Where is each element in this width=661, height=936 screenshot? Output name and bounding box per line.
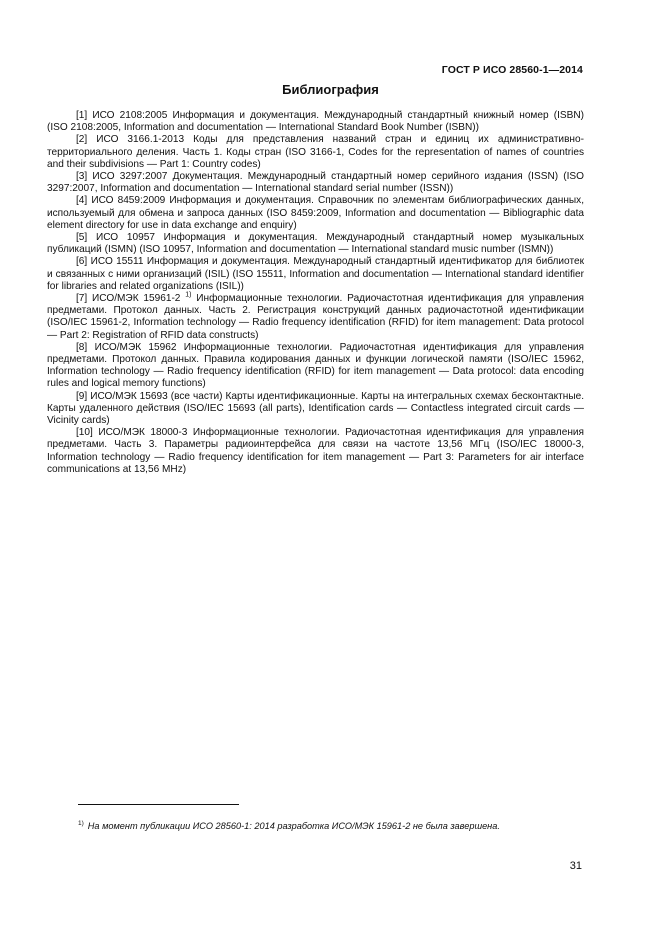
page-number: 31 bbox=[569, 860, 582, 872]
entry-text: ИСО 3297:2007 Документация. Международный стандартный номер серийного издания (ISSN) (ISO 3297:2007, Information and documentation — International standard serial number (ISSN)) bbox=[47, 171, 584, 195]
bibliography-entry bbox=[47, 427, 584, 476]
bibliography-entry bbox=[47, 342, 584, 391]
footnote-separator-line bbox=[78, 804, 239, 805]
bibliography-entry bbox=[47, 232, 584, 256]
entry-text: ИСО 10957 Информация и документация. Международный стандартный номер музыкальных публикаций (ISMN) (ISO 10957, Information and documentation — International standard music number (ISMN)) bbox=[47, 232, 584, 256]
bibliography-entry bbox=[47, 256, 584, 293]
bibliography-entry bbox=[47, 195, 584, 232]
entry-number: [7] bbox=[76, 293, 88, 305]
footnote-text: На момент публикации ИСО 28560-1: 2014 разработка ИСО/МЭК 15961-2 не была завершена. bbox=[87, 821, 500, 831]
entry-number: [9] bbox=[76, 390, 88, 402]
entry-number: [6] bbox=[76, 256, 88, 268]
bibliography-entry bbox=[47, 134, 584, 171]
entry-number: [5] bbox=[76, 232, 88, 244]
entry-text: ИСО 2108:2005 Информация и документация. Международный стандартный книжный номер (ISBN) (ISO 2108:2005, Information and documentation — International Standard Book Number (ISBN)) bbox=[47, 110, 584, 134]
entry-text: ИСО 3166.1-2013 Коды для представления названий стран и единиц их административно-территориального деления. Часть 1. Коды стран (ISO 3166-1, Codes for the representation of names of countries and their subdivisions — Part 1: Country codes) bbox=[47, 134, 584, 170]
bibliography-list bbox=[47, 110, 584, 476]
entry-text: ИСО/МЭК 15962 Информационные технологии. Радиочастотная идентификация для управления предметами. Протокол данных. Правила кодирования данных и функции логической памяти (ISO/IEC 15962, Information technology — Radio frequency identification (RFID) for item management — Data protocol: data encoding rules and logical memory functions) bbox=[47, 341, 584, 390]
bibliography-entry bbox=[47, 110, 584, 134]
entry-number: [1] bbox=[76, 110, 88, 121]
entry-number: [2] bbox=[76, 134, 88, 146]
bibliography-entry bbox=[47, 293, 584, 342]
entry-text: ИСО/МЭК 15961-2 bbox=[92, 293, 181, 305]
entry-text: ИСО/МЭК 15693 (все части) Карты идентификационные. Карты на интегральных схемах бесконтактные. Карты удаленного действия (ISO/IEC 15693 (all parts), Identification cards — Contactless integrated circuit cards — Vicinity cards) bbox=[47, 390, 584, 427]
bibliography-entry bbox=[47, 391, 584, 428]
entry-number: [8] bbox=[76, 341, 88, 353]
entry-number: [10] bbox=[76, 427, 93, 439]
footnote bbox=[78, 820, 598, 832]
footnote-number: 1) bbox=[78, 819, 84, 827]
footnote-reference-mark: 1) bbox=[185, 291, 192, 299]
entry-number: [4] bbox=[76, 195, 88, 207]
entry-text: ИСО 8459:2009 Информация и документация. Справочник по элементам библиографических данных, используемый для обмена и запроса данных (ISO 8459:2009, Information and documentation — Bibliographic data element directory for use in data exchange and enquiry) bbox=[47, 195, 585, 231]
entry-number: [3] bbox=[76, 171, 88, 183]
bibliography-entry bbox=[47, 171, 584, 195]
entry-text: ИСО 15511 Информация и документация. Международный стандартный идентификатор для библиотек и связанных с ними организаций (ISIL) (ISO 15511, Information and documentation — International standard identifier for libraries and related organizations (ISIL)) bbox=[47, 256, 584, 292]
section-title: Библиография bbox=[282, 82, 379, 97]
document-code-header: ГОСТ Р ИСО 28560-1—2014 bbox=[441, 64, 583, 76]
entry-text-continued: Информационные технологии. Радиочастотная идентификация для управления предметами. Протокол данных. Часть 2. Регистрация конструкций данных радиочастотной идентификации (ISO/IEC 15961-2, Information technology — Radio frequency identification (RFID) for item management: Data protocol — Part 2: Registration of RFID data constructs) bbox=[47, 293, 584, 341]
entry-text: ИСО/МЭК 18000-3 Информационные технологии. Радиочастотная идентификация для управления предметами. Часть 3. Параметры радиоинтерфейса для связи на частоте 13,56 МГц (ISO/IEC 18000-3, Information technology — Radio frequency identification for item management — Part 3: Parameters for air interface communications at 13,56 MHz) bbox=[47, 427, 584, 475]
